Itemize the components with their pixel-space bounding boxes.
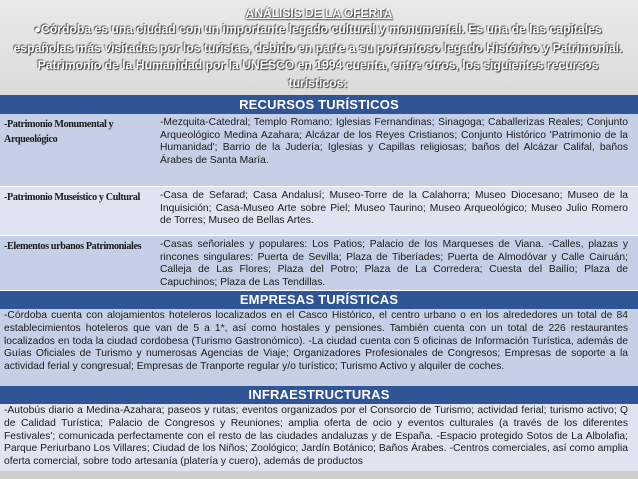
table-row	[0, 236, 638, 291]
page-title: ANÁLISIS DE LA OFERTA	[245, 6, 393, 20]
intro-paragraph	[0, 21, 638, 92]
infra-text: -Autobús diario a Medina-Azahara; paseos y rutas; eventos organizados por el Consorcio de Turismo; actividad ferial; turismo activo; Q de Calidad Turística; Palacio de Congresos y Reuniones; amplia oferta de ocio y eventos culturales (a través de los diferentes Festivales'; comunicada perfectamente con el resto de las ciudades andaluzas y de España. -Espacio protegido Sotos de La Albolafia; Parque Periurbano Los Villares; Ciudad de los Niños; Zoológico; Jardín Botánico; Baños Árabes. -Centros comerciales, así como amplia oferta comercial, sobre todo artesanía (platería y cuero), además de productos	[0, 404, 638, 471]
table-row	[0, 187, 638, 236]
row-text: -Casas señoriales y populares: Los Patios; Palacio de los Marqueses de Viana. -Calles, plazas y rincones singulares: Puerta de Sevilla; Plaza de Tiberíades; Puerta de Almodóvar y Calle Cairuán; Calleja de Las Flores; Plaza del Potro; Plaza de La Corredera; Cuesta del Bailío; Plaza de Capuchinos; Plaza de Las Tendillas.	[160, 239, 628, 288]
row-label: -Patrimonio Monumental y Arqueológico	[4, 119, 114, 145]
table-row	[0, 114, 638, 187]
header-recursos: RECURSOS TURÍSTICOS	[0, 95, 638, 114]
row-label: -Elementos urbanos Patrimoniales	[4, 241, 142, 252]
row-text: -Mezquita-Catedral; Templo Romano; Iglesias Fernandinas; Sinagoga; Caballerizas Reales; Conjunto Arqueológico Medina Azahara; Alcázar de los Reyes Cristianos; Conjunto Histórico 'Patrimonio de la Humanidad'; Barrio de la Judería; Iglesias y Capillas religiosas; baños del Alcázar Califal, baños Árabes de Santa María.	[160, 117, 628, 166]
offer-table	[0, 95, 638, 471]
header-infraestructuras: INFRAESTRUCTURAS	[0, 386, 638, 404]
row-text: -Casa de Sefarad; Casa Andalusí; Museo-Torre de la Calahorra; Museo Diocesano; Museo de la Inquisición; Casa-Museo Arte sobre Piel; Museo Taurino; Museo Arqueológico; Museo Julio Romero de Torres; Museo de Bellas Artes.	[160, 190, 628, 227]
header-empresas: EMPRESAS TURÍSTICAS	[0, 291, 638, 309]
intro-text: Córdoba es una ciudad con un importante legado cultural y monumental. Es una de las capitales españolas más visitadas por los turistas, debido en parte a su portentoso legado Histórico y Patrimonial. Patrimonio de la Humanidad por la UNESCO en 1994 cuenta, entre otros, los siguientes recursos turísticos:	[13, 22, 623, 90]
empresas-text: -Córdoba cuenta con alojamientos hoteleros localizados en el Casco Histórico, el centro urbano o en los alrededores un total de 84 establecimientos hoteleros que van de 5 a 1*, así como hostales y pensiones. También cuenta con un total de 226 restaurantes localizados en toda la ciudad cordobesa (Turismo Gastronómico). -La ciudad cuenta con 5 oficinas de Información Turística, además de Guías Oficiales de Turismo y numerosas Agencias de Viaje; Organizadores Profesionales de Congresos; Empresas de soporte a la actividad ferial y congresual; Empresas de Tranporte regular y/o turístico; Turismo Activo y alquiler de coches.	[0, 309, 638, 386]
row-label: -Patrimonio Museístico y Cultural	[4, 192, 140, 203]
bullet-icon: ●	[34, 24, 41, 36]
